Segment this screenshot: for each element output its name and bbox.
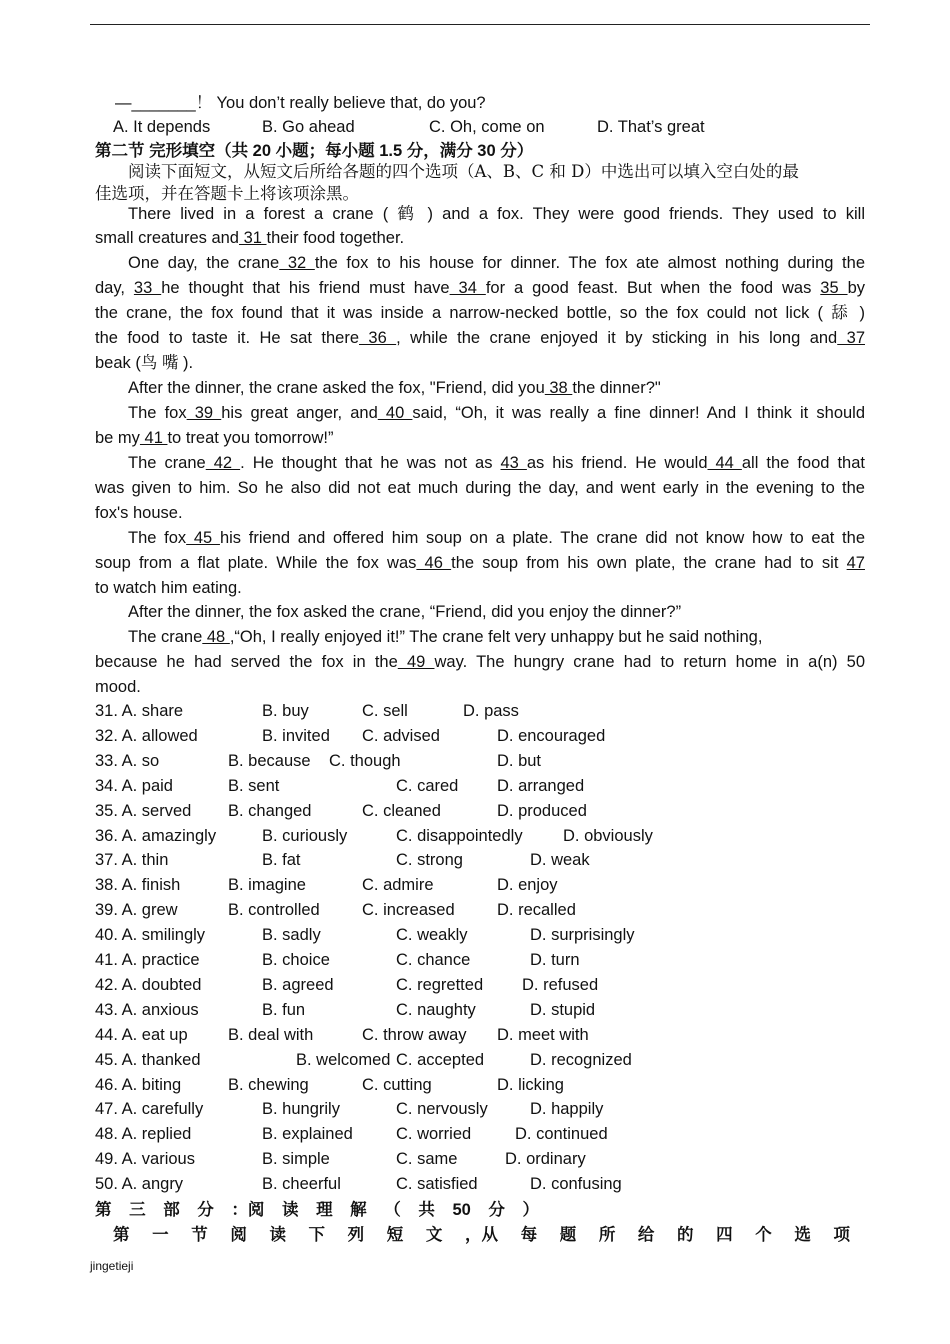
question-option-a: 42. A. doubted bbox=[95, 975, 202, 994]
question-option-d: D. recognized bbox=[530, 1050, 632, 1069]
question-option-a: 32. A. allowed bbox=[95, 726, 198, 745]
question-option-d: D. stupid bbox=[530, 1000, 596, 1019]
question-option-c: C. cared bbox=[396, 776, 459, 795]
question-option-d: D. happily bbox=[530, 1100, 604, 1119]
subheading-char: 一 bbox=[152, 1226, 169, 1244]
subheading-char: ，从 bbox=[464, 1226, 498, 1244]
blank-33: 33 bbox=[133, 279, 162, 297]
blank-31: 31 bbox=[238, 229, 267, 247]
question-option-a: 33. A. so bbox=[95, 751, 160, 770]
subheading-char: 第 bbox=[113, 1226, 130, 1244]
question-option-c: C. cleaned bbox=[362, 801, 441, 820]
question-option-b: B. choice bbox=[262, 951, 330, 969]
passage-line: After the dinner, the fox asked the crane, “Friend, did you enjoy the dinner?” bbox=[128, 603, 682, 621]
question-option-c: C. nervously bbox=[396, 1100, 488, 1119]
prev-option-a: A. It depends bbox=[113, 118, 211, 136]
blank-45: 45 bbox=[186, 529, 220, 547]
part3-subheading bbox=[113, 1223, 850, 1247]
question-option-a: 36. A. amazingly bbox=[95, 826, 217, 845]
passage-line: One day, the crane 32 the fox to his house for dinner. The fox ate almost nothing during the bbox=[128, 254, 865, 272]
question-option-c: C. sell bbox=[362, 702, 408, 720]
question-option-a: 38. A. finish bbox=[95, 876, 181, 895]
heading-char: 读 bbox=[281, 1201, 299, 1219]
heading-char: 部 bbox=[163, 1201, 180, 1219]
question-option-c: C. cutting bbox=[362, 1075, 432, 1094]
question-option-b: B. invited bbox=[262, 726, 330, 745]
question-option-a: 47. A. carefully bbox=[95, 1100, 204, 1119]
subheading-char: 下 bbox=[308, 1226, 326, 1244]
question-option-d: D. licking bbox=[497, 1075, 564, 1094]
question-option-c: C. accepted bbox=[396, 1050, 485, 1069]
blank-34: 34 bbox=[449, 279, 486, 297]
question-option-a: 34. A. paid bbox=[95, 776, 173, 795]
question-option-a: 46. A. biting bbox=[95, 1075, 182, 1094]
blank-32: 32 bbox=[279, 254, 315, 272]
question-option-d: D. encouraged bbox=[497, 726, 606, 745]
subheading-char: 题 bbox=[559, 1226, 577, 1244]
question-option-c: C. increased bbox=[362, 901, 455, 920]
subheading-char: 选 bbox=[794, 1226, 811, 1244]
prev-dialog: —_______！ You don’t really believe that, do you? bbox=[115, 94, 486, 112]
question-option-d: D. arranged bbox=[497, 776, 585, 795]
question-option-c: C. worried bbox=[396, 1125, 472, 1144]
passage-line: mood. bbox=[95, 678, 141, 696]
question-option-c: C. admire bbox=[362, 876, 434, 895]
question-option-d: D. enjoy bbox=[497, 876, 558, 895]
passage-line: to watch him eating. bbox=[95, 579, 242, 597]
question-option-d: D. meet with bbox=[497, 1025, 589, 1044]
question-option-a: 40. A. smilingly bbox=[95, 926, 206, 945]
instruction-line-2: 佳选项，并在答题卡上将该项涂黑。 bbox=[95, 184, 359, 203]
blank-49: 49 bbox=[397, 653, 435, 671]
question-option-c: C. advised bbox=[362, 726, 440, 745]
question-option-c: C. throw away bbox=[362, 1025, 467, 1044]
question-option-b: B. imagine bbox=[228, 876, 306, 895]
heading-char: 分 bbox=[488, 1201, 505, 1219]
question-option-b: B. controlled bbox=[228, 901, 320, 920]
passage-line: There lived in a forest a crane ( 鹤 ) and a fox. They were good friends. They used to kill bbox=[128, 205, 865, 223]
passage-line: soup from a flat plate. While the fox was 46 the soup from his own plate, the crane had to sit 47 bbox=[95, 554, 865, 572]
heading-char: （ bbox=[384, 1201, 401, 1219]
question-option-b: B. simple bbox=[262, 1150, 330, 1169]
footer-text: jingetieji bbox=[90, 1259, 134, 1273]
heading-char: 第 bbox=[95, 1201, 112, 1219]
blank-37: 37 bbox=[837, 329, 865, 347]
heading-char: 50 bbox=[452, 1201, 471, 1219]
question-option-d: D. turn bbox=[530, 951, 580, 969]
question-option-d: D. continued bbox=[515, 1125, 608, 1144]
question-option-d: D. weak bbox=[530, 851, 590, 870]
question-option-b: B. cheerful bbox=[262, 1175, 341, 1194]
question-option-c: C. satisfied bbox=[396, 1175, 478, 1194]
question-option-a: 45. A. thanked bbox=[95, 1050, 201, 1069]
blank-44: 44 bbox=[707, 454, 742, 472]
blank-42: 42 bbox=[205, 454, 241, 472]
question-option-d: D. but bbox=[497, 751, 542, 770]
prev-option-c: C. Oh, come on bbox=[429, 118, 545, 136]
question-option-a: 44. A. eat up bbox=[95, 1025, 188, 1044]
blank-36: 36 bbox=[359, 329, 397, 347]
question-option-d: D. pass bbox=[463, 702, 519, 720]
question-option-b: B. fun bbox=[262, 1000, 306, 1019]
question-option-a: 37. A. thin bbox=[95, 851, 169, 870]
heading-char: 理 bbox=[316, 1201, 333, 1219]
question-option-d: D. produced bbox=[497, 801, 587, 820]
blank-46: 46 bbox=[416, 554, 452, 572]
blank-43: 43 bbox=[500, 454, 527, 472]
subheading-char: 读 bbox=[269, 1226, 286, 1244]
passage-line: the food to taste it. He sat there 36 , while the crane enjoyed it by sticking in his long and 37 bbox=[95, 329, 865, 347]
question-option-a: 48. A. replied bbox=[95, 1125, 192, 1144]
question-option-a: 50. A. angry bbox=[95, 1175, 184, 1194]
subheading-char: 四 bbox=[716, 1226, 733, 1244]
question-option-a: 39. A. grew bbox=[95, 901, 178, 920]
question-option-b: B. agreed bbox=[262, 975, 334, 994]
subheading-char: 每 bbox=[520, 1226, 538, 1244]
part3-heading bbox=[95, 1198, 539, 1222]
question-option-a: 35. A. served bbox=[95, 801, 192, 820]
subheading-char: 所 bbox=[598, 1226, 616, 1244]
heading-char: ：阅 bbox=[231, 1201, 265, 1219]
blank-41: 41 bbox=[139, 429, 168, 447]
question-option-b: B. because bbox=[228, 751, 311, 770]
passage-line: The crane 48 ,“Oh, I really enjoyed it!” The crane felt very unhappy but he said nothing, bbox=[128, 628, 763, 646]
question-option-d: D. obviously bbox=[563, 826, 653, 845]
blank-38: 38 bbox=[544, 379, 573, 397]
top-rule bbox=[90, 24, 870, 25]
question-option-b: B. sadly bbox=[262, 926, 321, 945]
question-option-b: B. chewing bbox=[228, 1075, 309, 1094]
question-option-c: C. disappointedly bbox=[396, 826, 523, 845]
blank-47: 47 bbox=[846, 554, 865, 572]
question-option-b: B. deal with bbox=[228, 1025, 314, 1044]
question-option-c: C. naughty bbox=[396, 1000, 476, 1019]
subheading-char: 给 bbox=[637, 1226, 655, 1244]
prev-option-d: D. That’s great bbox=[597, 118, 705, 136]
subheading-char: 节 bbox=[191, 1226, 208, 1244]
section-heading: 第二节 完形填空（共 20 小题；每小题 1.5 分，满分 30 分） bbox=[95, 142, 534, 160]
subheading-char: 列 bbox=[347, 1226, 365, 1244]
passage-line: beak (鸟 嘴 ). bbox=[95, 354, 194, 372]
instruction-line-1: 阅读下面短文，从短文后所给各题的四个选项（A、B、C 和 D）中选出可以填入空白处的最 bbox=[128, 162, 799, 181]
question-option-c: C. chance bbox=[396, 951, 471, 969]
question-option-c: C. regretted bbox=[396, 975, 484, 994]
passage-line: the crane, the fox found that it was inside a narrow-necked bottle, so the fox could not lick ( 舔 ) bbox=[95, 304, 865, 322]
question-option-a: 31. A. share bbox=[95, 702, 184, 720]
question-option-b: B. sent bbox=[228, 776, 280, 795]
passage-line: be my 41 to treat you tomorrow!” bbox=[95, 429, 334, 447]
subheading-char: 阅 bbox=[230, 1226, 247, 1244]
passage-line: day, 33 he thought that his friend must have 34 for a good feast. But when the food was 35 by bbox=[95, 279, 865, 297]
passage-line: The fox 45 his friend and offered him soup on a plate. The crane did not know how to eat the bbox=[128, 529, 865, 547]
heading-char: 三 bbox=[129, 1201, 146, 1219]
passage-line: The crane 42 . He thought that he was not as 43 as his friend. He would 44 all the food that bbox=[128, 454, 865, 472]
blank-48: 48 bbox=[202, 628, 230, 646]
subheading-char: 短 bbox=[386, 1226, 404, 1244]
question-option-d: D. confusing bbox=[530, 1175, 622, 1194]
passage-line: fox's house. bbox=[95, 504, 183, 522]
question-option-d: D. ordinary bbox=[505, 1150, 586, 1169]
question-option-b: B. hungrily bbox=[262, 1100, 340, 1119]
question-option-a: 49. A. various bbox=[95, 1150, 195, 1169]
passage-line: small creatures and 31 their food together. bbox=[95, 229, 405, 247]
heading-char: 分 bbox=[197, 1201, 214, 1219]
subheading-char: 个 bbox=[755, 1226, 772, 1244]
question-option-b: B. changed bbox=[228, 801, 312, 820]
heading-char: 解 bbox=[350, 1201, 367, 1219]
question-option-a: 43. A. anxious bbox=[95, 1000, 199, 1019]
subheading-char: 的 bbox=[677, 1226, 694, 1244]
heading-char: 共 bbox=[418, 1201, 435, 1219]
passage-line: The fox 39 his great anger, and 40 said, “Oh, it was really a fine dinner! And I think it should bbox=[128, 404, 866, 422]
question-option-a: 41. A. practice bbox=[95, 951, 200, 969]
heading-char: ） bbox=[522, 1201, 539, 1219]
question-option-b: B. explained bbox=[262, 1125, 353, 1144]
question-option-c: C. same bbox=[396, 1150, 458, 1169]
question-option-c: C. weakly bbox=[396, 926, 468, 945]
passage-line: was given to him. So he also did not eat much during the day, and went early in the evening to the bbox=[95, 479, 865, 497]
blank-40: 40 bbox=[377, 404, 413, 422]
question-option-d: D. surprisingly bbox=[530, 926, 635, 945]
question-option-d: D. recalled bbox=[497, 901, 576, 920]
question-option-b: B. curiously bbox=[262, 826, 348, 845]
question-option-b: B. fat bbox=[262, 851, 301, 870]
question-option-c: C. though bbox=[329, 751, 401, 770]
question-option-b: B. buy bbox=[262, 702, 309, 720]
blank-39: 39 bbox=[186, 404, 222, 422]
question-option-b: B. welcomed bbox=[296, 1050, 391, 1069]
subheading-char: 项 bbox=[833, 1226, 850, 1244]
subheading-char: 文 bbox=[425, 1226, 443, 1244]
passage-line: because he had served the fox in the 49 way. The hungry crane had to return home in a(n) 50 bbox=[95, 653, 866, 671]
prev-option-b: B. Go ahead bbox=[262, 118, 355, 136]
passage-line: After the dinner, the crane asked the fox, "Friend, did you 38 the dinner?" bbox=[128, 379, 661, 397]
blank-35: 35 bbox=[820, 279, 848, 297]
question-option-c: C. strong bbox=[396, 851, 463, 870]
question-option-d: D. refused bbox=[522, 975, 599, 994]
